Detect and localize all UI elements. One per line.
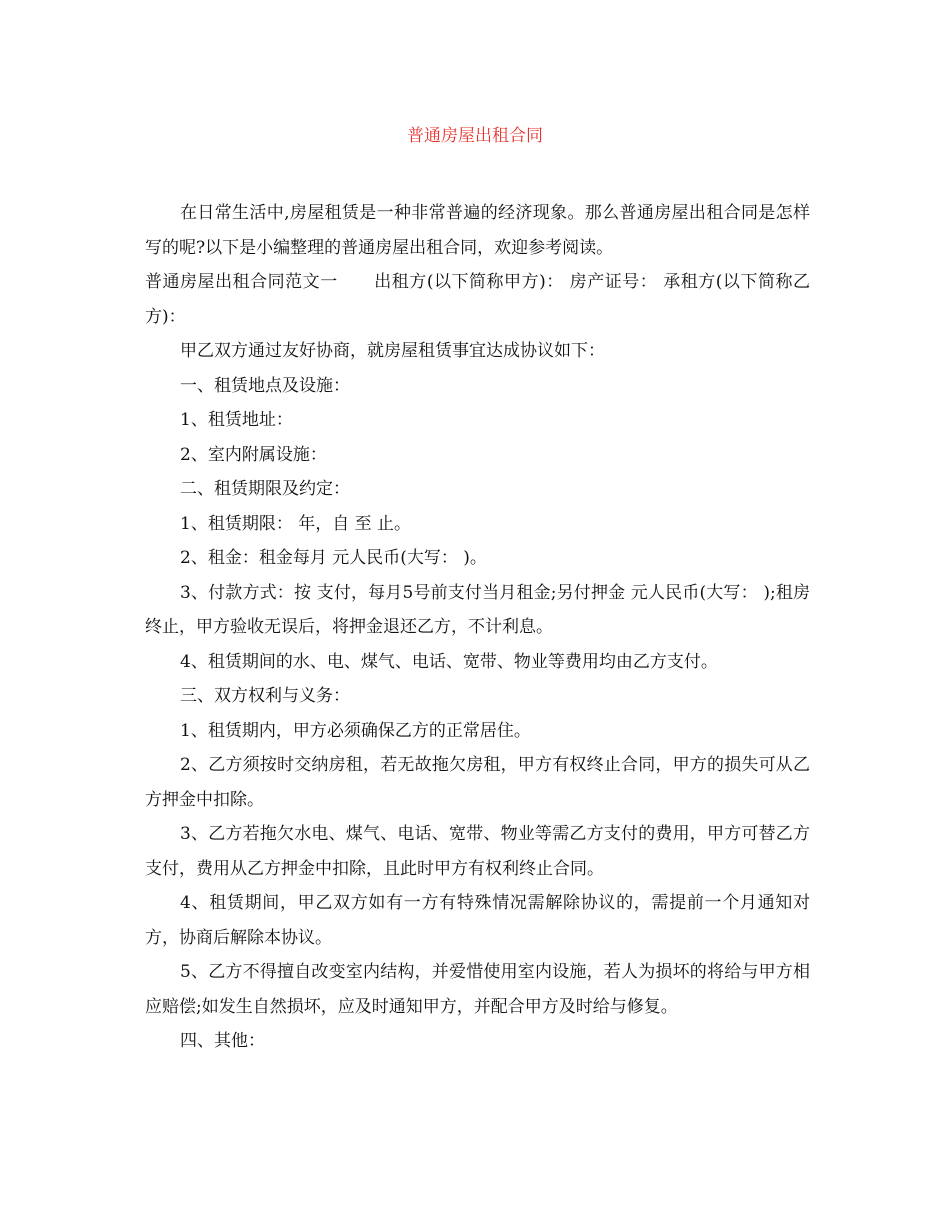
parties-line: 出租方(以下简称甲方)： 房产证号： 承租方(以下简称乙方)： (145, 272, 810, 327)
sample-parties-paragraph (145, 265, 810, 334)
clause-right-4: 4、租赁期间，甲乙双方如有一方有特殊情况需解除协议的，需提前一个月通知对方，协商后解除本协议。 (145, 893, 810, 948)
clause-address: 1、租赁地址： (180, 410, 293, 430)
section-heading-term: 二、租赁期限及约定： (180, 479, 350, 499)
document-title: 普通房屋出租合同 (407, 126, 543, 146)
agreement-paragraph: 甲乙双方通过友好协商，就房屋租赁事宜达成协议如下： (180, 341, 605, 361)
clause-right-5: 5、乙方不得擅自改变室内结构，并爱惜使用室内设施，若人为损坏的将给与甲方相应赔偿;如发生自然损坏，应及时通知甲方，并配合甲方及时给与修复。 (145, 962, 810, 1017)
sample-heading: 普通房屋出租合同范文一 (145, 272, 338, 292)
clause-payment: 3、付款方式：按 支付，每月5号前支付当月租金;另付押金 元人民币(大写： );租房终止，甲方验收无误后，将押金退还乙方，不计利息。 (145, 582, 810, 637)
document-body (145, 196, 810, 1059)
section-heading-other: 四、其他： (180, 1031, 265, 1051)
section-heading-rights: 三、双方权利与义务： (180, 686, 350, 706)
clause-utilities: 4、租赁期间的水、电、煤气、电话、宽带、物业等费用均由乙方支付。 (180, 651, 718, 672)
intro-paragraph: 在日常生活中,房屋租赁是一种非常普遍的经济现象。那么普通房屋出租合同是怎样写的呢?以下是小编整理的普通房屋出租合同，欢迎参考阅读。 (145, 203, 810, 258)
section-heading-location: 一、租赁地点及设施： (180, 375, 350, 396)
clause-facilities: 2、室内附属设施： (180, 444, 327, 465)
clause-rent: 2、租金：租金每月 元人民币(大写： )。 (180, 548, 487, 568)
clause-right-1: 1、租赁期内，甲方必须确保乙方的正常居住。 (180, 720, 531, 741)
clause-term: 1、租赁期限： 年，自 至 止。 (180, 513, 412, 534)
clause-right-3: 3、乙方若拖欠水电、煤气、电话、宽带、物业等需乙方支付的费用，甲方可替乙方支付，费用从乙方押金中扣除，且此时甲方有权利终止合同。 (145, 824, 810, 879)
clause-right-2: 2、乙方须按时交纳房租，若无故拖欠房租，甲方有权终止合同，甲方的损失可从乙方押金中扣除。 (145, 755, 810, 810)
